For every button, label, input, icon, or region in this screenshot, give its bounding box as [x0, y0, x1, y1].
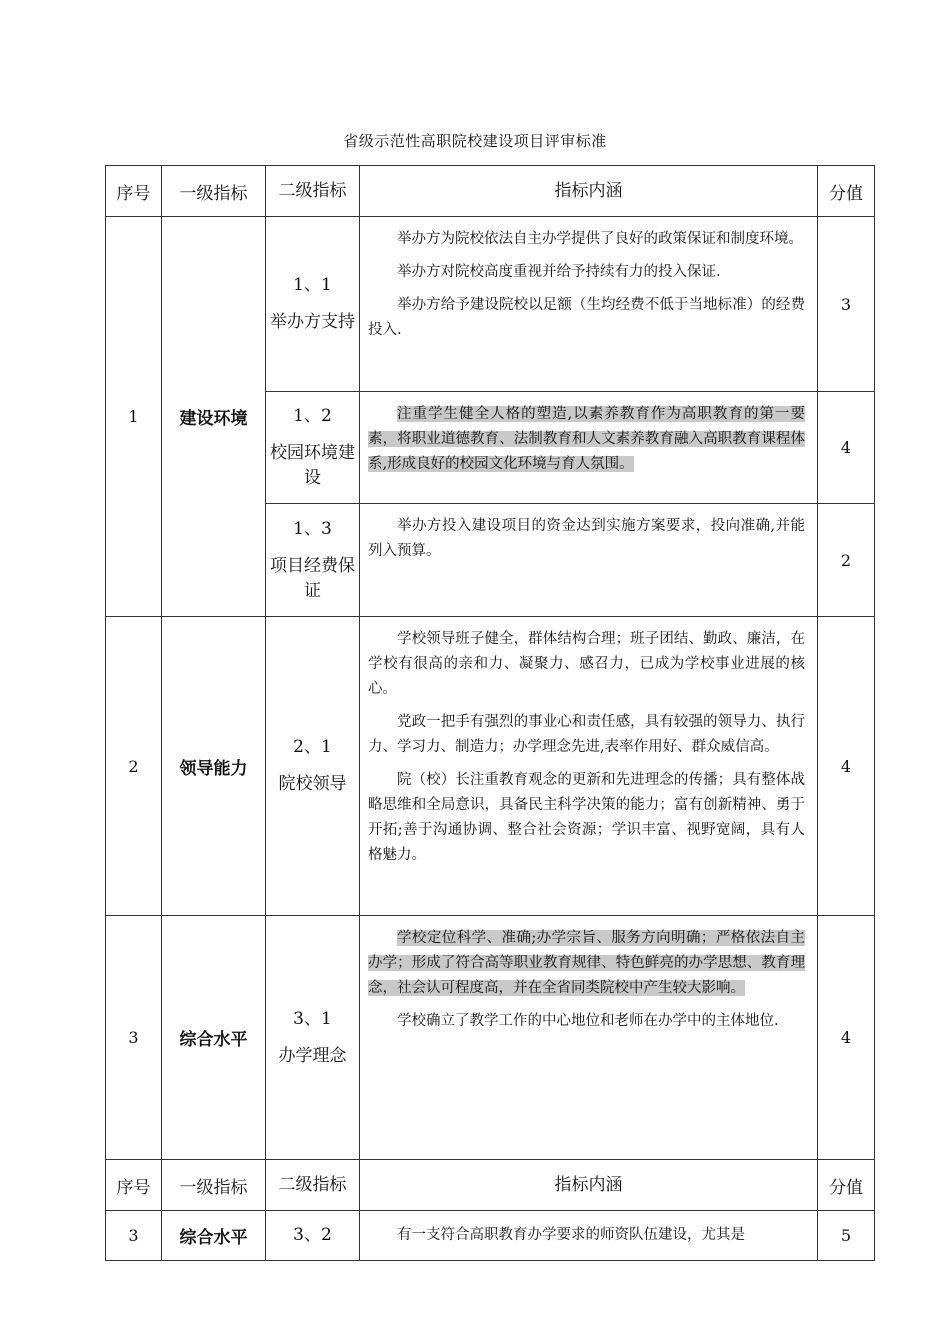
content-paragraph: 学校确立了教学工作的中心地位和老师在办学中的主体地位.	[397, 1013, 779, 1029]
row-level2	[266, 392, 360, 504]
level2-code: 1、1	[293, 275, 332, 295]
row-content	[360, 916, 818, 1160]
row-no: 1	[106, 217, 162, 617]
header-level1: 一级指标	[162, 166, 266, 217]
row-content	[360, 617, 818, 916]
level2-code: 3、1	[293, 1008, 332, 1029]
row-score: 5	[818, 1211, 875, 1261]
header-no: 序号	[106, 166, 162, 217]
header-level1: 一级指标	[162, 1160, 266, 1211]
content-paragraph	[368, 402, 805, 477]
row-level1: 综合水平	[162, 916, 266, 1160]
table-header-row	[106, 166, 875, 217]
content-paragraph: 举办方对院校高度重视并给予持续有力的投入保证.	[397, 264, 721, 280]
level2-code: 1、2	[293, 406, 332, 426]
row-score: 4	[818, 916, 875, 1160]
level2-code: 3、2	[293, 1225, 332, 1245]
content-paragraph: 举办方为院校依法自主办学提供了良好的政策保证和制度环境。	[397, 231, 803, 247]
content-paragraph: 党政一把手有强烈的事业心和责任感，具有较强的领导力、执行力、学习力、制造力；办学理念先进,表率作用好、群众威信高。	[368, 714, 805, 755]
level2-label: 举办方支持	[270, 312, 355, 332]
content-paragraph: 举办方给予建设院校以足额（生均经费不低于当地标准）的经费投入.	[368, 297, 805, 338]
row-score: 2	[818, 504, 875, 617]
row-content	[360, 392, 818, 504]
row-level2	[266, 916, 360, 1160]
row-no: 3	[106, 916, 162, 1160]
header-content: 指标内涵	[360, 166, 818, 217]
row-level1: 综合水平	[162, 1211, 266, 1261]
row-level2	[266, 617, 360, 916]
row-content	[360, 217, 818, 392]
level2-code: 1、3	[293, 518, 332, 539]
row-content	[360, 1211, 818, 1261]
highlighted-text: 学校定位科学、准确;办学宗旨、服务方向明确；严格依法自主办学；形成了符合高等职业教育规律、特色鲜亮的办学思想、教育理念，社会认可程度高，并在全省同类院校中产生较大影响。	[368, 930, 805, 996]
content-paragraph: 有一支符合高职教育办学要求的师资队伍建设，尤其是	[397, 1227, 745, 1243]
level2-label: 校园环境建设	[270, 443, 355, 488]
table-row	[106, 916, 875, 1160]
row-level1: 领导能力	[162, 617, 266, 916]
row-score: 3	[818, 217, 875, 392]
content-paragraph: 院（校）长注重教育观念的更新和先进理念的传播；具有整体战略思维和全局意识，具备民主科学决策的能力；富有创新精神、勇于开拓;善于沟通协调、整合社会资源；学识丰富、视野宽阔，具有人格魅力。	[368, 772, 805, 863]
row-level2	[266, 1211, 360, 1261]
content-paragraph: 举办方投入建设项目的资金达到实施方案要求，投向准确,并能列入预算。	[368, 518, 805, 559]
level2-label: 办学理念	[278, 1045, 347, 1066]
row-no: 3	[106, 1211, 162, 1261]
table-row	[106, 617, 875, 916]
highlighted-text: 注重学生健全人格的塑造,以素养教育作为高职教育的第一要素，将职业道德教育、法制教育和人文素养教育融入高职教育课程体系,形成良好的校园文化环境与育人氛围。	[368, 406, 805, 472]
row-no: 2	[106, 617, 162, 916]
level2-label: 院校领导	[278, 774, 347, 794]
row-level1: 建设环境	[162, 217, 266, 617]
table-row	[106, 217, 875, 392]
table-header-row	[106, 1160, 875, 1211]
level2-label: 项目经费保证	[270, 555, 355, 601]
header-level2: 二级指标	[266, 166, 360, 217]
row-content	[360, 504, 818, 617]
content-paragraph	[368, 926, 805, 1001]
row-level2	[266, 504, 360, 617]
row-score: 4	[818, 617, 875, 916]
header-level2: 二级指标	[266, 1160, 360, 1211]
row-level2	[266, 217, 360, 392]
document-title: 省级示范性高职院校建设项目评审标准	[343, 132, 607, 150]
table-row	[106, 1211, 875, 1261]
header-score: 分值	[818, 1160, 875, 1211]
criteria-table	[105, 165, 875, 1261]
header-content: 指标内涵	[360, 1160, 818, 1211]
header-score: 分值	[818, 166, 875, 217]
content-paragraph: 学校领导班子健全，群体结构合理；班子团结、勤政、廉洁，在学校有很高的亲和力、凝聚力、感召力，已成为学校事业进展的核心。	[368, 631, 805, 697]
header-no: 序号	[106, 1160, 162, 1211]
level2-code: 2、1	[293, 737, 332, 757]
row-score: 4	[818, 392, 875, 504]
